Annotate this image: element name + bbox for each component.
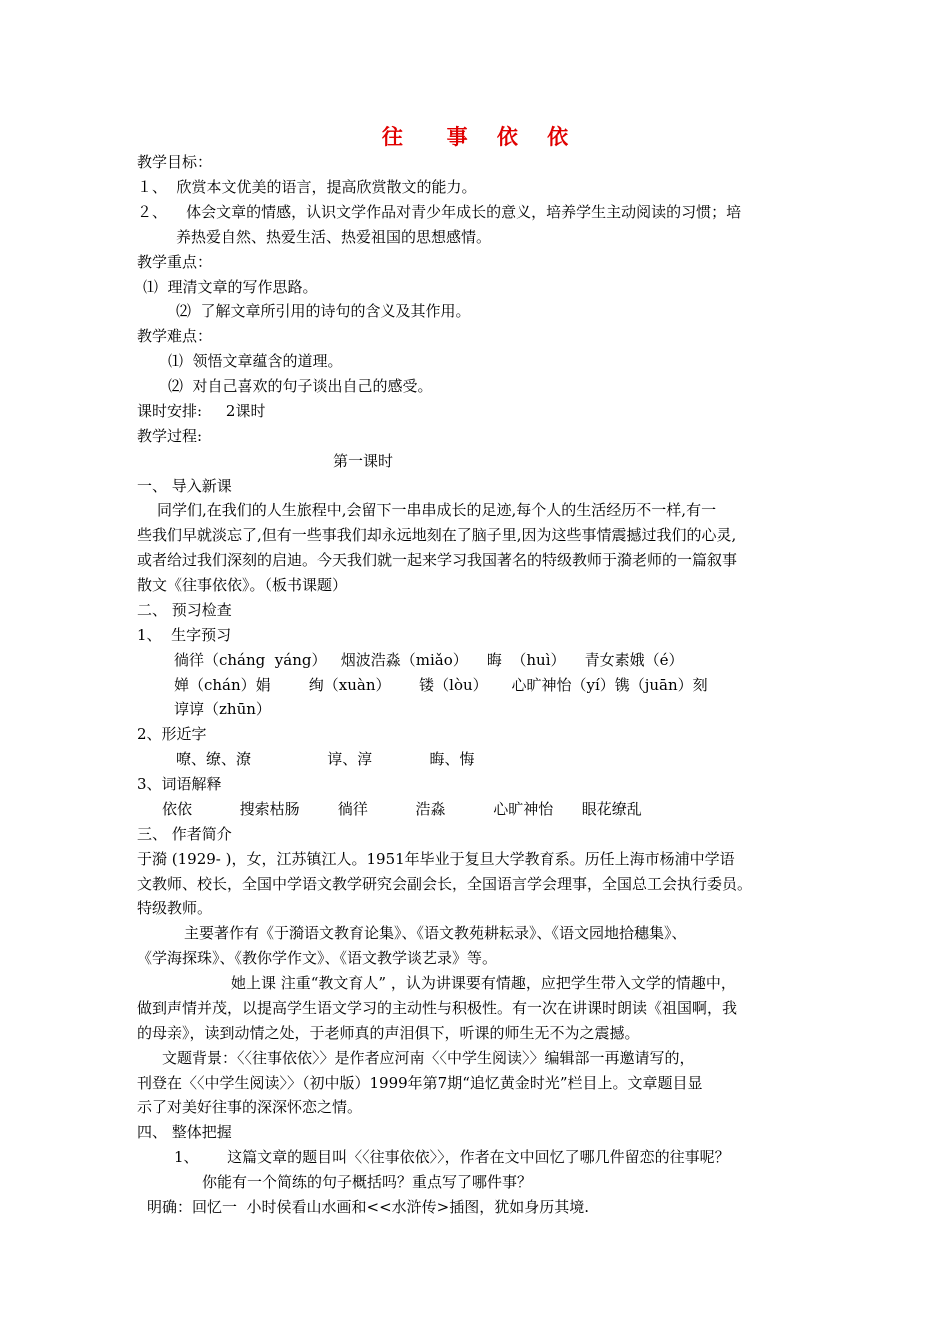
key-points-heading: 教学重点： [137, 253, 213, 271]
objective-item-1: １、 欣赏本文优美的语言，提高欣赏散文的能力。 [137, 178, 477, 196]
vocab-line: 徜徉（cháng yáng） 烟波浩淼（miǎo） 晦 （huì） 青女素娥（é） [174, 651, 684, 669]
paragraph-line: 的母亲》，读到动情之处，于老师真的声泪俱下，听课的师生无不为之震撼。 [137, 1024, 640, 1042]
objectives-heading: 教学目标： [137, 153, 213, 171]
section-heading: 二、 预习检查 [137, 601, 232, 619]
document-title: 往 事 依 依 [381, 124, 569, 149]
paragraph-line: 文题背景：〈〈往事依依〉〉是作者应河南〈〈中学生阅读〉〉编辑部一再邀请写的， [162, 1049, 695, 1067]
paragraph-line: 《学海探珠》、《教你学作文》、《语文教学谈艺录》等。 [137, 949, 498, 967]
word-list-line: 依依 搜索枯肠 徜徉 浩淼 心旷神怡 眼花缭乱 [162, 800, 642, 818]
key-point-1: ⑴ 理清文章的写作思路。 [143, 278, 318, 296]
vocab-line: 婵（chán）娟 绚（xuàn） 镂（lòu） 心旷神怡（yí）镌（juān）刻 [174, 676, 708, 694]
section-heading: 四、 整体把握 [137, 1123, 232, 1141]
difficulty-1: ⑴ 领悟文章蕴含的道理。 [168, 352, 343, 370]
paragraph-line: 于漪 (1929- )，女，江苏镇江人。1951年毕业于复旦大学教育系。历任上海市杨浦中学语 [137, 850, 735, 868]
paragraph-line: 主要著作有《于漪语文教育论集》、《语文教苑耕耘录》、《语文园地拾穗集》、 [184, 924, 687, 942]
paragraph-line: 散文《往事依依》。（板书课题） [137, 576, 348, 594]
process-heading: 教学过程: [137, 427, 203, 445]
subsection-heading: 2、形近字 [137, 725, 207, 743]
difficulty-2: ⑵ 对自己喜欢的句子谈出自己的感受。 [168, 377, 433, 395]
paragraph-line: 特级教师。 [137, 899, 213, 917]
paragraph-line: 同学们,在我们的人生旅程中,会留下一串串成长的足迹,每个人的生活经历不一样,有一 [157, 501, 717, 519]
key-point-2: ⑵ 了解文章所引用的诗句的含义及其作用。 [176, 302, 471, 320]
paragraph-line: 文教师、校长，全国中学语文教学研究会副会长，全国语言学会理事，全国总工会执行委员。 [137, 875, 753, 893]
question-line: 1、 这篇文章的题目叫〈〈往事依依〉〉，作者在文中回忆了哪几件留恋的往事呢？ [174, 1148, 730, 1166]
similar-chars-line: 嘹、缭、潦 谆、淳 晦、悔 [176, 750, 475, 768]
paragraph-line: 示了对美好往事的深深怀恋之情。 [137, 1098, 363, 1116]
answer-line: 明确：回忆一 小时侯看山水画和<<水浒传>插图，犹如身历其境. [147, 1198, 590, 1216]
paragraph-line: 她上课 注重“教文育人” ，认为讲课要有情趣，应把学生带入文学的情趣中， [231, 974, 736, 992]
paragraph-line: 刊登在〈〈中学生阅读〉〉（初中版）1999年第7期“追忆黄金时光”栏目上。文章题目显 [137, 1074, 703, 1092]
question-line: 你能有一个简练的句子概括吗？重点写了哪件事？ [202, 1173, 533, 1191]
lesson-heading: 第一课时 [333, 452, 394, 470]
paragraph-line: 或者给过我们深刻的启迪。今天我们就一起来学习我国著名的特级教师于漪老师的一篇叙事 [137, 551, 738, 569]
vocab-line: 谆谆（zhūn） [174, 700, 271, 718]
paragraph-line: 些我们早就淡忘了,但有一些事我们却永远地刻在了脑子里,因为这些事情震撼过我们的心灵, [137, 526, 737, 544]
subsection-heading: 3、词语解释 [137, 775, 222, 793]
difficulties-heading: 教学难点： [137, 327, 213, 345]
objective-item-2-cont: 养热爱自然、热爱生活、热爱祖国的思想感情。 [176, 228, 492, 246]
section-heading: 一、 导入新课 [137, 477, 232, 495]
schedule-line: 课时安排: 2课时 [137, 402, 266, 420]
paragraph-line: 做到声情并茂，以提高学生语文学习的主动性与积极性。有一次在讲课时朗读《祖国啊，我 [137, 999, 738, 1017]
objective-item-2: ２、 体会文章的情感，认识文学作品对青少年成长的意义，培养学生主动阅读的习惯；培 [137, 203, 742, 221]
subsection-heading: 1、 生字预习 [137, 626, 232, 644]
section-heading: 三、 作者简介 [137, 825, 232, 843]
